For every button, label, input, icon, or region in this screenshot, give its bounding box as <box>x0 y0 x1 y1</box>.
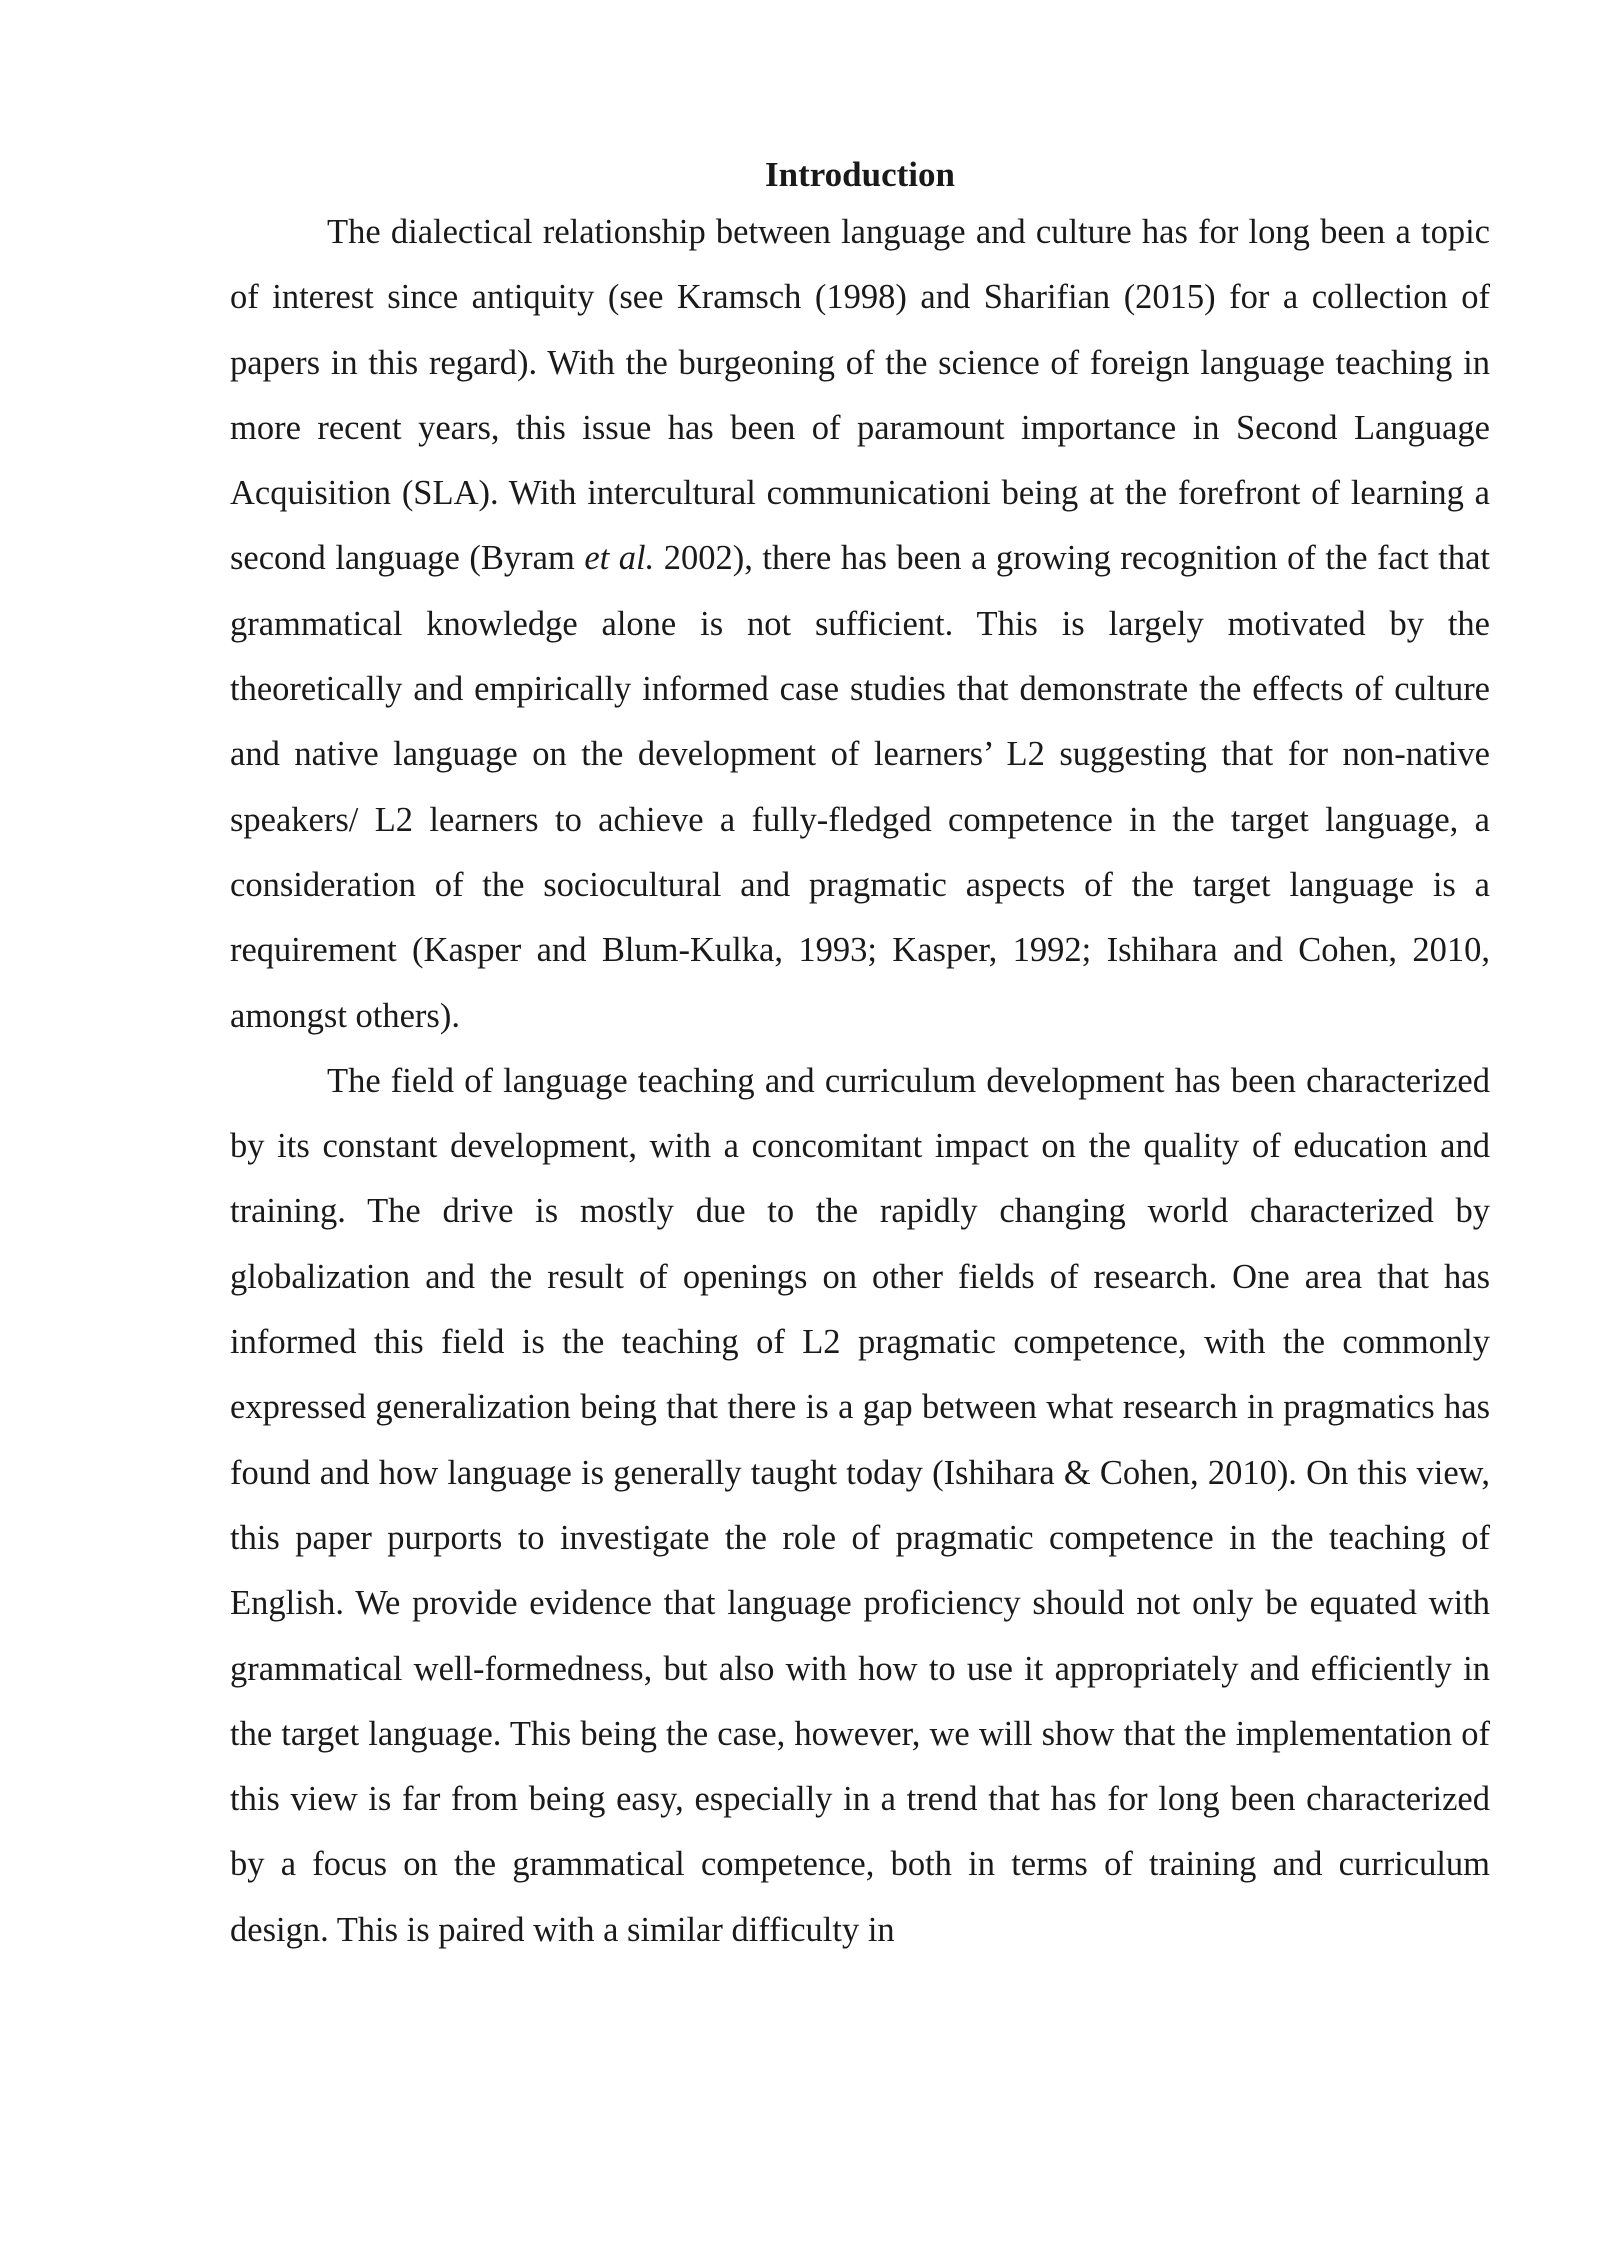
paragraph-1-italic: et al. <box>584 539 655 578</box>
document-page <box>230 150 1490 1963</box>
section-heading: Introduction <box>765 155 955 194</box>
paragraph-1-text-b: 2002), there has been a growing recognition of the fact that grammatical knowledge alone is not sufficient. This is largely motivated by the theoretically and empirically informed case studies that demonstrate the effects of culture and native language on the development of learners’ L2 suggesting that for non-native speakers/ L2 learners to achieve a fully-fledged competence in the target language, a consideration of the sociocultural and pragmatic aspects of the target language is a requirement (Kasper and Blum-Kulka, 1993; Kasper, 1992; Ishihara and Cohen, 2010, amongst others). <box>230 539 1491 1035</box>
paragraph-1-text-a: The dialectical relationship between language and culture has for long been a topic of interest since antiquity (see Kramsch (1998) and Sharifian (2015) for a collection of papers in this regard). With the burgeoning of the science of foreign language teaching in more recent years, this issue has been of paramount importance in Second Language Acquisition (SLA). With intercultural communicationi being at the forefront of learning a second language (Byram <box>230 213 1490 578</box>
paragraph-1 <box>230 200 1490 1049</box>
paragraph-2: The field of language teaching and curriculum development has been characterized by its constant development, with a concomitant impact on the quality of education and training. The drive is mostly due to the rapidly changing world characterized by globalization and the result of openings on other fields of research. One area that has informed this field is the teaching of L2 pragmatic competence, with the commonly expressed generalization being that there is a gap between what research in pragmatics has found and how language is generally taught today (Ishihara & Cohen, 2010). On this view, this paper purports to investigate the role of pragmatic competence in the teaching of English. We provide evidence that language proficiency should not only be equated with grammatical well-formedness, but also with how to use it appropriately and efficiently in the target language. This being the case, however, we will show that the implementation of this view is far from being easy, especially in a trend that has for long been characterized by a focus on the grammatical competence, both in terms of training and curriculum design. This is paired with a similar difficulty in <box>230 1061 1490 1949</box>
